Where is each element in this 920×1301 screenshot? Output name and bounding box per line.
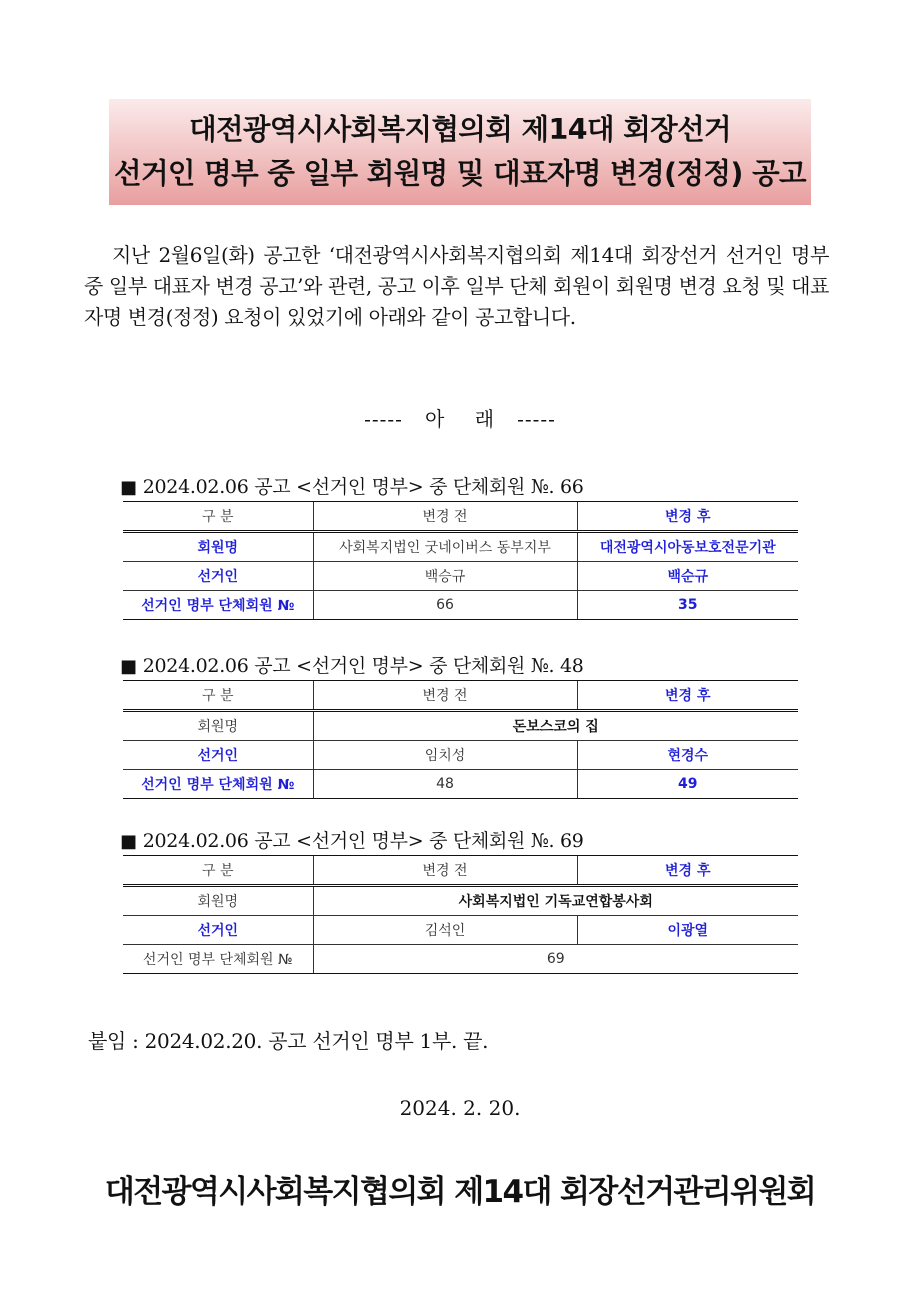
header-after: 변경 후 bbox=[577, 681, 798, 711]
header-before: 변경 전 bbox=[313, 681, 577, 711]
row-before: 백승규 bbox=[313, 562, 577, 591]
table-header-row bbox=[123, 856, 798, 886]
section-heading-text: 2024.02.06 공고 <선거인 명부> 중 단체회원 №. 48 bbox=[142, 655, 584, 677]
row-before: 사회복지법인 굿네이버스 동부지부 bbox=[313, 532, 577, 562]
section-heading bbox=[120, 472, 584, 499]
row-merged: 돈보스코의 집 bbox=[313, 711, 798, 741]
title-line-1: 대전광역시사회복지협의회 제14대 회장선거 bbox=[189, 113, 731, 146]
table-row bbox=[123, 945, 798, 974]
header-after: 변경 후 bbox=[577, 856, 798, 886]
row-label: 회원명 bbox=[123, 886, 313, 916]
square-bullet-icon: ■ bbox=[120, 477, 137, 498]
intro-paragraph bbox=[84, 240, 829, 333]
header-after: 변경 후 bbox=[577, 502, 798, 532]
row-label: 선거인 bbox=[123, 562, 313, 591]
table-row bbox=[123, 532, 798, 562]
section-heading bbox=[120, 651, 584, 678]
section-heading-text: 2024.02.06 공고 <선거인 명부> 중 단체회원 №. 66 bbox=[142, 476, 584, 498]
header-label: 구 분 bbox=[123, 856, 313, 886]
row-label: 선거인 명부 단체회원 № bbox=[123, 591, 313, 620]
table-row bbox=[123, 741, 798, 770]
row-after: 현경수 bbox=[577, 741, 798, 770]
row-before: 김석인 bbox=[313, 916, 577, 945]
row-after: 49 bbox=[577, 770, 798, 799]
table-row bbox=[123, 711, 798, 741]
section-separator: ----- 아 래 ----- bbox=[364, 407, 556, 431]
row-merged: 사회복지법인 기독교연합봉사회 bbox=[313, 886, 798, 916]
row-label: 선거인 명부 단체회원 № bbox=[123, 770, 313, 799]
change-table bbox=[123, 855, 798, 974]
table-row bbox=[123, 562, 798, 591]
row-label: 선거인 명부 단체회원 № bbox=[123, 945, 313, 974]
row-merged: 69 bbox=[313, 945, 798, 974]
title-banner bbox=[109, 99, 811, 205]
issuer-name: 대전광역시사회복지협의회 제14대 회장선거관리위원회 bbox=[104, 1174, 816, 1210]
table-header-row bbox=[123, 681, 798, 711]
attachment-note: 붙임 : 2024.02.20. 공고 선거인 명부 1부. 끝. bbox=[88, 1029, 489, 1053]
row-after: 이광열 bbox=[577, 916, 798, 945]
section-heading bbox=[120, 826, 584, 853]
table-row bbox=[123, 886, 798, 916]
header-before: 변경 전 bbox=[313, 502, 577, 532]
row-label: 선거인 bbox=[123, 741, 313, 770]
row-before: 66 bbox=[313, 591, 577, 620]
title-line-2: 선거인 명부 중 일부 회원명 및 대표자명 변경(정정) 공고 bbox=[114, 157, 806, 190]
row-label: 선거인 bbox=[123, 916, 313, 945]
square-bullet-icon: ■ bbox=[120, 831, 137, 852]
section-heading-text: 2024.02.06 공고 <선거인 명부> 중 단체회원 №. 69 bbox=[142, 830, 584, 852]
row-after: 백순규 bbox=[577, 562, 798, 591]
notice-date: 2024. 2. 20. bbox=[399, 1096, 521, 1120]
table-header-row bbox=[123, 502, 798, 532]
intro-text: 지난 2월6일(화) 공고한 ‘대전광역시사회복지협의회 제14대 회장선거 선거인 명부 중 일부 대표자 변경 공고’와 관련, 공고 이후 일부 단체 회원이 회원명 변경 요청 및 대표자명 변경(정정) 요청이 있었기에 아래와 같이 공고합니다. bbox=[84, 243, 829, 329]
row-before: 48 bbox=[313, 770, 577, 799]
header-label: 구 분 bbox=[123, 681, 313, 711]
table-row bbox=[123, 591, 798, 620]
change-table bbox=[123, 680, 798, 799]
row-after: 대전광역시아동보호전문기관 bbox=[577, 532, 798, 562]
table-row bbox=[123, 916, 798, 945]
row-before: 임치성 bbox=[313, 741, 577, 770]
change-table bbox=[123, 501, 798, 620]
row-label: 회원명 bbox=[123, 711, 313, 741]
row-after: 35 bbox=[577, 591, 798, 620]
square-bullet-icon: ■ bbox=[120, 656, 137, 677]
row-label: 회원명 bbox=[123, 532, 313, 562]
table-row bbox=[123, 770, 798, 799]
header-label: 구 분 bbox=[123, 502, 313, 532]
header-before: 변경 전 bbox=[313, 856, 577, 886]
